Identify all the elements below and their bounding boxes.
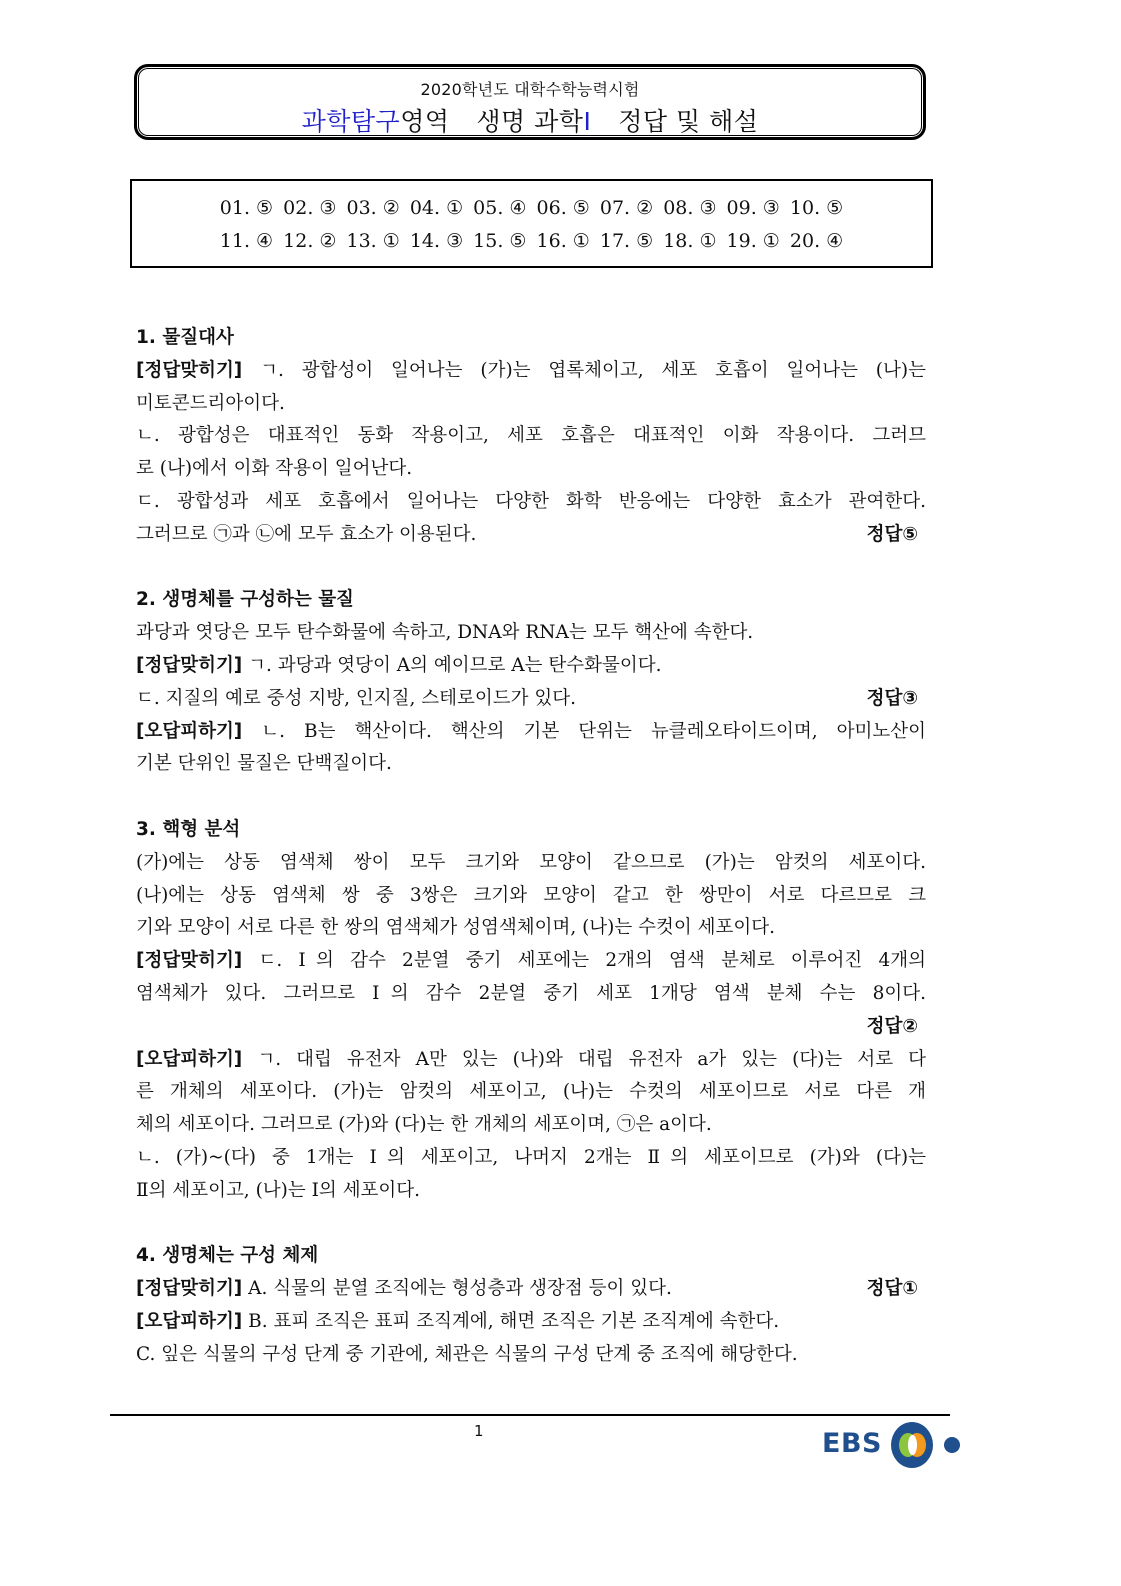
answer-label: 정답③ xyxy=(866,687,918,709)
title-area-suffix: 영역 xyxy=(400,107,450,136)
text-line: ㄴ. (가)~(다) 중 1개는 Ⅰ의 세포이고, 나머지 2개는 Ⅱ의 세포이므로 (가)와 (다)는 xyxy=(136,1146,926,1168)
text-line: (가)에는 상동 염색체 쌍이 모두 크기와 모양이 같으므로 (가)는 암컷의 세포이다. xyxy=(136,851,926,873)
answer-item: 16. ① xyxy=(536,230,590,252)
title-subject-area: 과학탐구 xyxy=(301,107,401,136)
text-line: [정답맞히기] ㄱ. 과당과 엿당이 A의 예이므로 A는 탄수화물이다. xyxy=(136,654,662,676)
text-line: 른 개체의 세포이다. (가)는 암컷의 세포이고, (나)는 수컷의 세포이므로 서로 다른 개 xyxy=(136,1081,926,1103)
section-4 xyxy=(136,1240,926,1371)
answer-item: 04. ① xyxy=(409,197,464,219)
section-heading: 3. 핵형 분석 xyxy=(136,818,241,840)
text-line: [정답맞히기] ㄱ. 광합성이 일어나는 (가)는 엽록체이고, 세포 호흡이 일어나는 (나)는 xyxy=(136,359,926,381)
title-subject: 생명 과학 xyxy=(476,107,584,136)
text-line: 그러므로 ㉠과 ㉡에 모두 효소가 이용된다. 정답⑤ xyxy=(136,519,926,552)
text-line: ㄷ. 지질의 예로 중성 지방, 인지질, 스테로이드가 있다. 정답③ xyxy=(136,683,926,716)
exam-subtitle: 2020학년도 대학수학능력시험 xyxy=(420,80,640,99)
section-1 xyxy=(136,322,926,552)
answer-item: 13. ① xyxy=(346,230,400,252)
title-numeral: Ⅰ xyxy=(583,107,592,136)
correct-tag: [정답맞히기] xyxy=(136,1278,243,1300)
answer-item: 20. ④ xyxy=(789,230,844,252)
section-heading: 1. 물질대사 xyxy=(136,327,234,348)
wrong-tag: [오답피하기] xyxy=(136,1310,243,1332)
text-line: (나)에는 상동 염색체 쌍 중 3쌍은 크기와 모양이 같고 한 쌍만이 서로 다르므로 크 xyxy=(136,884,926,906)
text-line: 미토콘드리아이다. xyxy=(136,392,285,414)
correct-tag: [정답맞히기] xyxy=(136,654,243,676)
text-line: 과당과 엿당은 모두 탄수화물에 속하고, DNA와 RNA는 모두 핵산에 속한다. xyxy=(136,622,754,644)
section-heading: 4. 생명체는 구성 체제 xyxy=(136,1245,319,1267)
text-line: 체의 세포이다. 그러므로 (가)와 (다)는 한 개체의 세포이며, ㉠은 a이다. xyxy=(136,1114,712,1136)
answer-item: 09. ③ xyxy=(726,197,780,219)
wrong-tag: [오답피하기] xyxy=(136,1048,243,1070)
page-title xyxy=(137,102,923,138)
text-line xyxy=(136,1011,926,1044)
explanations xyxy=(136,322,926,1372)
answer-item: 08. ③ xyxy=(663,197,717,219)
section-2 xyxy=(136,584,926,781)
wrong-tag: [오답피하기] xyxy=(136,720,243,742)
text-line: ㄷ. 광합성과 세포 호흡에서 일어나는 다양한 화학 반응에는 다양한 효소가 관여한다. xyxy=(136,490,926,512)
text-line: 로 (나)에서 이화 작용이 일어난다. xyxy=(136,458,413,480)
text-line: [오답피하기] ㄴ. B는 핵산이다. 핵산의 기본 단위는 뉴클레오타이드이며, 아미노산이 xyxy=(136,720,926,742)
answer-item: 12. ② xyxy=(283,230,337,252)
text-line: Ⅱ의 세포이고, (나)는 Ⅰ의 세포이다. xyxy=(136,1179,421,1201)
answer-label: 정답① xyxy=(866,1278,918,1300)
text-line: 기본 단위인 물질은 단백질이다. xyxy=(136,753,392,775)
answer-item: 18. ① xyxy=(663,230,717,252)
text-line: [오답피하기] ㄱ. 대립 유전자 A만 있는 (나)와 대립 유전자 a가 있는 (다)는 서로 다 xyxy=(136,1048,926,1070)
text-line: ㄴ. 광합성은 대표적인 동화 작용이고, 세포 호흡은 대표적인 이화 작용이다. 그러므 xyxy=(136,425,926,447)
ebs-logo xyxy=(822,1420,962,1470)
answer-item: 19. ① xyxy=(726,230,780,252)
answer-item: 01. ⑤ xyxy=(219,197,274,219)
text-line: 기와 모양이 서로 다른 한 쌍의 염색체가 성염색체이며, (나)는 수컷이 세포이다. xyxy=(136,917,776,939)
answer-item: 11. ④ xyxy=(219,230,274,252)
text-line: [정답맞히기] A. 식물의 분열 조직에는 형성층과 생장점 등이 있다. 정답① xyxy=(136,1273,926,1306)
answer-item: 06. ⑤ xyxy=(536,197,590,219)
section-3 xyxy=(136,814,926,1208)
section-heading: 2. 생명체를 구성하는 물질 xyxy=(136,589,354,611)
answer-item: 05. ④ xyxy=(473,197,527,219)
text-line: [오답피하기] B. 표피 조직은 표피 조직계에, 해면 조직은 기본 조직계에 속한다. xyxy=(136,1310,780,1332)
text-line: 염색체가 있다. 그러므로 Ⅰ의 감수 2분열 중기 세포 1개당 염색 분체 수는 8이다. xyxy=(136,982,926,1004)
answer-item: 03. ② xyxy=(346,197,400,219)
title-answer-explanation: 정답 및 해설 xyxy=(618,107,759,136)
title-box xyxy=(134,64,926,140)
answer-item: 07. ② xyxy=(599,197,654,219)
answer-item: 02. ③ xyxy=(283,197,337,219)
answer-item: 10. ⑤ xyxy=(789,197,844,219)
answer-item: 14. ③ xyxy=(409,230,464,252)
answer-item: 15. ⑤ xyxy=(473,230,527,252)
ebs-logo-text: EBS xyxy=(822,1428,882,1459)
correct-tag: [정답맞히기] xyxy=(136,359,243,381)
answer-key-row-1 xyxy=(132,192,931,225)
page-number: 1 xyxy=(474,1422,484,1440)
correct-tag: [정답맞히기] xyxy=(136,950,243,972)
answer-key-row-2 xyxy=(132,225,931,258)
ebs-logo-icon xyxy=(888,1420,962,1470)
answer-item: 17. ⑤ xyxy=(599,230,654,252)
text-line: [정답맞히기] ㄷ. Ⅰ의 감수 2분열 중기 세포에는 2개의 염색 분체로 이루어진 4개의 xyxy=(136,950,926,972)
answer-label: 정답② xyxy=(866,1015,918,1037)
footer-divider xyxy=(110,1414,950,1416)
answer-key-box xyxy=(130,179,933,268)
text-line: C. 잎은 식물의 구성 단계 중 기관에, 체관은 식물의 구성 단계 중 조직에 해당한다. xyxy=(136,1343,798,1365)
answer-label: 정답⑤ xyxy=(866,523,918,545)
